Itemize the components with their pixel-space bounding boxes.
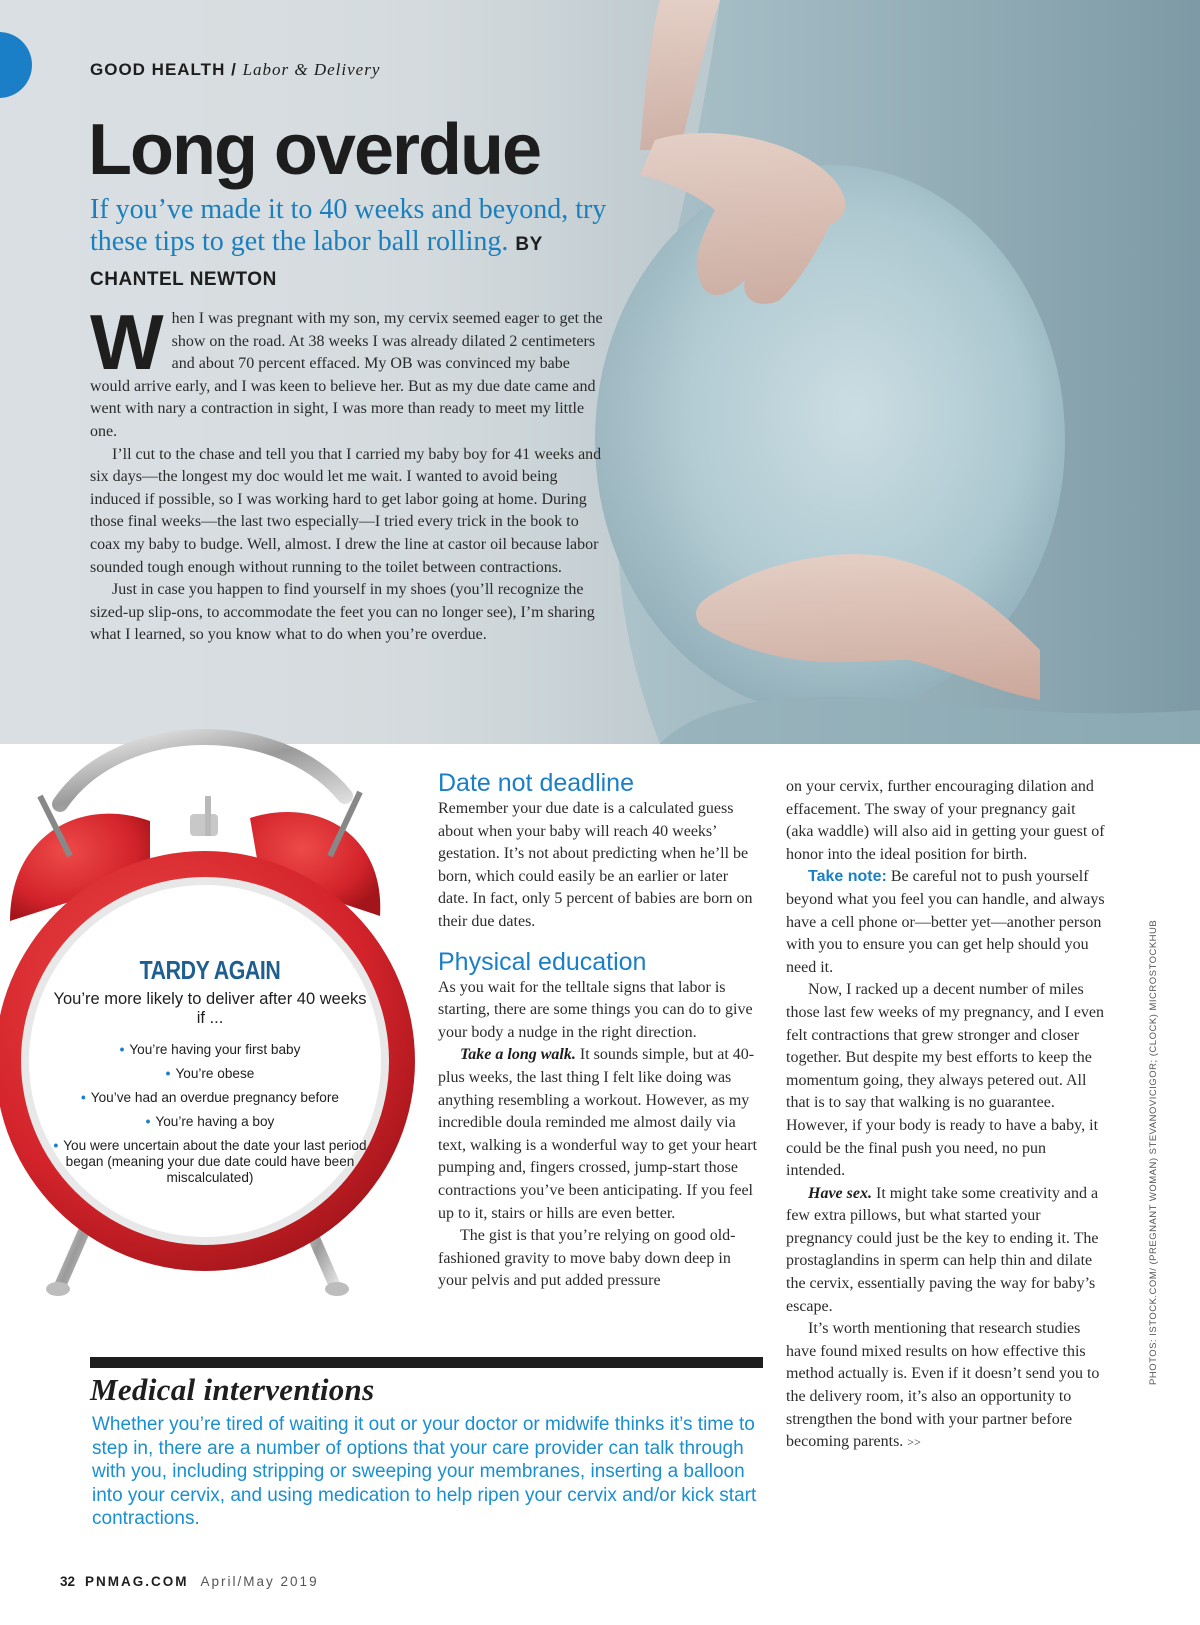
kicker-separator: / <box>231 60 237 79</box>
medical-interventions-text: Whether you’re tired of waiting it out or your doctor or midwife thinks it’s time to step in, there are a number of options that your care provider can talk through with you, including stripping or sweeping your membranes, inserting a balloon into your cervix, and using medication to help ripen your cervix and/or kick start contractions. <box>92 1414 757 1529</box>
list-item <box>50 1066 370 1082</box>
bullet-icon: • <box>145 1114 151 1129</box>
heading-date-not-deadline: Date not deadline <box>438 769 634 797</box>
walk-text: It sounds simple, but at 40-plus weeks, the last thing I felt like doing was anything resembling a workout. However, as my incredible doula reminded me almost daily via text, walking is a wonderful way to get your heart pumping and, fingers crossed, jump-start those contractions you’ve been anticipating. If you feel up to it, stairs or hills are even better. <box>438 1046 758 1222</box>
physical-education-intro: As you wait for the telltale signs that labor is starting, there are some things you can do to give your body a nudge in the right direction. <box>438 978 753 1041</box>
section-name: GOOD HEALTH <box>90 60 226 79</box>
hero-photo-area <box>0 0 1200 744</box>
take-note-paragraph <box>786 866 1106 979</box>
list-item-text: You were uncertain about the date your last period began (meaning your due date could have been miscalculated) <box>63 1138 367 1185</box>
sex-paragraph <box>786 1183 1106 1319</box>
intro-text <box>90 298 606 647</box>
drop-cap: W <box>90 298 164 386</box>
list-item-text: You’ve had an overdue pregnancy before <box>90 1090 339 1105</box>
research-paragraph <box>786 1318 1106 1454</box>
sidebar-title: TARDY AGAIN <box>139 955 281 985</box>
list-item <box>50 1090 370 1106</box>
intro-paragraph-3: Just in case you happen to find yourself in my shoes (you’ll recognize the sized-up slip-ons, to accommodate the feet you can no longer see), I’m sharing what I learned, so you know what to do when you’re overdue. <box>90 581 595 644</box>
section-kicker <box>90 60 380 80</box>
continued-arrow: >> <box>907 1435 921 1450</box>
site-url: PNMAG.COM <box>85 1574 189 1589</box>
article-title: Long overdue <box>88 110 541 190</box>
sex-text: It might take some creativity and a few extra pillows, but what started your pregnancy could just be the key to ending it. The prostaglandins in sperm can help thin and dilate the cervix, essentially paving the way for baby’s escape. <box>786 1184 1099 1315</box>
list-item-text: You’re obese <box>175 1066 255 1081</box>
list-item <box>50 1114 370 1130</box>
list-item-text: You’re having your first baby <box>129 1042 301 1057</box>
page-number: 32 <box>60 1574 76 1589</box>
research-text: It’s worth mentioning that research studies have found mixed results on how effective this method actually is. Even if it doesn’t send you to the delivery room, it’s also an opportunity to strengthen the bond with your partner before becoming parents. <box>786 1320 1100 1451</box>
walk-paragraph <box>438 1044 760 1225</box>
intro-p1-text: hen I was pregnant with my son, my cervix seemed eager to get the show on the road. At 38 weeks I was already dilated 2 centimeters and about 70 percent effaced. My OB was convinced my babe would arrive early, and I was keen to believe her. But as my due date came and went with nary a contraction in sight, I was more than ready to meet my little one. <box>90 310 603 440</box>
column-3 <box>786 776 1106 1454</box>
take-note-text: Be careful not to push yourself beyond what you feel you can handle, and always have a cell phone or—better yet—another person with you to ensure you can get help should you need it. <box>786 868 1105 976</box>
medical-interventions-title: Medical interventions <box>90 1372 375 1407</box>
walk-lead-in: Take a long walk. <box>460 1046 576 1064</box>
take-note-label: Take note: <box>808 868 887 886</box>
sidebar-subtitle: You’re more likely to deliver after 40 weeks if ... <box>53 990 367 1027</box>
bullet-icon: • <box>165 1066 171 1081</box>
medical-divider <box>90 1357 763 1368</box>
issue-date: April/May 2019 <box>200 1574 319 1589</box>
intro-paragraph-2: I’ll cut to the chase and tell you that I carried my baby boy for 41 weeks and six days—the longest my doc would let me wait. I wanted to avoid being induced if possible, so I was working hard to get labor going at home. During those final weeks—the last two especially—I tried every trick in the book to coax my baby to budge. Well, almost. I drew the line at castor oil because labor sounded tough enough without running to the toilet between contractions. <box>90 445 602 576</box>
intro-paragraph-1 <box>90 298 606 444</box>
sex-lead-in: Have sex. <box>808 1184 872 1202</box>
gist-continued: on your cervix, further encouraging dilation and effacement. The sway of your pregnancy gait (aka waddle) will also aid in getting your guest of honor into the ideal position for birth. <box>786 778 1105 863</box>
date-not-deadline-text: Remember your due date is a calculated guess about when your baby will reach 40 weeks’ gestation. It’s not about predicting when he’ll be born, which could easily be an earlier or later date. In fact, only 5 percent of babies are born on their due dates. <box>438 800 753 930</box>
tardy-again-sidebar <box>50 955 370 1194</box>
list-item-text: You’re having a boy <box>155 1114 275 1129</box>
heading-physical-education: Physical education <box>438 947 647 976</box>
article-dek <box>90 194 610 296</box>
bullet-icon: • <box>119 1042 125 1057</box>
page-footer <box>60 1574 319 1589</box>
list-item <box>50 1042 370 1058</box>
photo-credit: PHOTOS: ISTOCK.COM/ (PREGNANT WOMAN) STEVANOVICIGOR; (CLOCK) MICROSTOCKHUB <box>1148 919 1159 1385</box>
subsection-name: Labor & Delivery <box>242 60 381 79</box>
sidebar-list <box>50 1042 370 1186</box>
bullet-icon: • <box>81 1090 86 1105</box>
list-item <box>50 1138 370 1186</box>
gist-paragraph: The gist is that you’re relying on good old-fashioned gravity to move baby down deep in your pelvis and put added pressure <box>438 1227 736 1290</box>
bullet-icon: • <box>53 1138 59 1153</box>
byline: BY CHANTEL NEWTON <box>90 234 543 290</box>
column-2 <box>438 768 760 1293</box>
miles-paragraph: Now, I racked up a decent number of miles those last few weeks of my pregnancy, and I even felt contractions that grew stronger and closer together. But despite my best efforts to keep the momentum going, they always petered out. All that is to say that walking is no guarantee. However, if your body is ready to have a baby, it could be the final push you need, no pun intended. <box>786 981 1104 1180</box>
dek-text: If you’ve made it to 40 weeks and beyond, try these tips to get the labor ball rolling. <box>90 194 607 257</box>
